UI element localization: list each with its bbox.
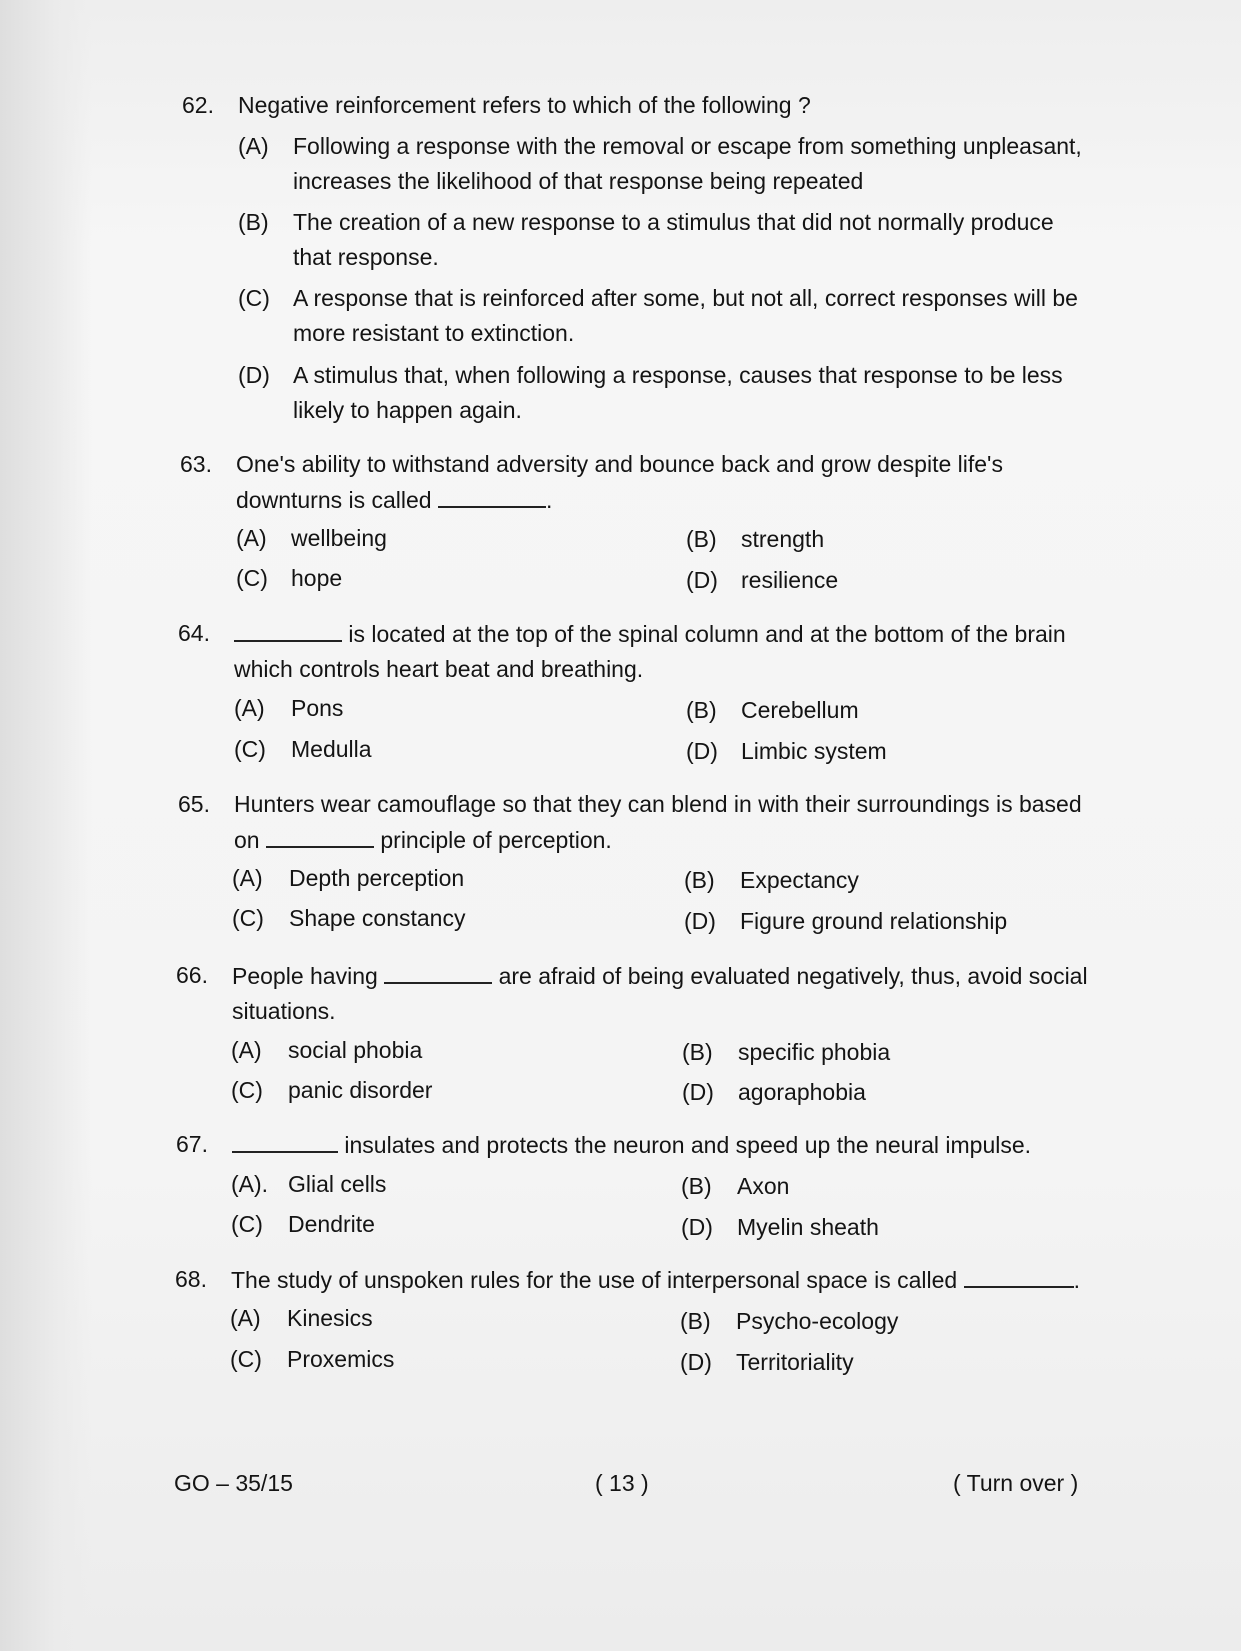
question-text-after: is located at the top of the spinal column and at the bottom of the brain which controls heart beat and breathing. xyxy=(234,621,1066,682)
option-text: Glial cells xyxy=(288,1171,387,1197)
question-text-line1: Hunters wear camouflage so that they can blend in with their surroundings is based xyxy=(234,791,1082,817)
option-letter: (B) xyxy=(684,867,715,893)
option-text: Shape constancy xyxy=(289,905,466,931)
option-c xyxy=(238,281,1090,351)
question-number: 62. xyxy=(182,92,214,118)
question-text xyxy=(236,447,1086,518)
option-text: hope xyxy=(291,565,343,591)
option-c xyxy=(231,1073,531,1108)
option-letter: (D) xyxy=(686,567,718,593)
option-d xyxy=(680,1345,1060,1380)
turn-over-note: ( Turn over ) xyxy=(953,1470,1079,1496)
option-b xyxy=(681,1169,1061,1204)
question-number: 66. xyxy=(176,962,208,988)
option-letter: (B) xyxy=(238,209,269,235)
option-letter: (A) xyxy=(238,133,269,159)
option-a xyxy=(238,129,1090,199)
option-text: Myelin sheath xyxy=(737,1214,879,1240)
question-text-after: are afraid of being evaluated negatively, thus, avoid social situations. xyxy=(232,963,1088,1024)
question-text xyxy=(234,616,1086,687)
option-a xyxy=(231,1033,531,1068)
option-letter: (B) xyxy=(682,1039,713,1065)
option-letter: (A) xyxy=(236,525,267,551)
option-text: Cerebellum xyxy=(741,697,859,723)
option-letter: (A). xyxy=(231,1171,269,1197)
option-letter: (D) xyxy=(681,1214,713,1240)
option-text: The creation of a new response to a stimulus that did not normally produce that response. xyxy=(293,209,1054,270)
paper-code: GO – 35/15 xyxy=(174,1470,293,1496)
option-letter: (C) xyxy=(231,1211,263,1237)
option-letter: (C) xyxy=(238,285,270,311)
option-letter: (C) xyxy=(231,1077,263,1103)
answer-blank xyxy=(964,1262,1074,1288)
option-text: specific phobia xyxy=(738,1039,891,1065)
option-letter: (C) xyxy=(236,565,268,591)
question-number: 64. xyxy=(178,620,210,646)
option-text: Depth perception xyxy=(289,865,465,891)
option-text: Territoriality xyxy=(736,1349,854,1375)
option-text: A stimulus that, when following a response, causes that response to be less likely to happen again. xyxy=(293,362,1063,423)
option-letter: (D) xyxy=(238,362,270,388)
option-letter: (A) xyxy=(230,1305,261,1331)
question-text-before: The study of unspoken rules for the use of interpersonal space is called xyxy=(231,1267,958,1293)
option-letter: (C) xyxy=(230,1346,262,1372)
option-b xyxy=(686,522,1066,557)
question-text xyxy=(234,787,1094,858)
option-letter: (D) xyxy=(686,738,718,764)
question-text-before: People having xyxy=(232,963,378,989)
option-text: Medulla xyxy=(291,736,372,762)
option-text: Pons xyxy=(291,695,344,721)
option-letter: (B) xyxy=(686,697,717,723)
question-text-before: on xyxy=(234,827,260,853)
answer-blank xyxy=(438,482,546,508)
option-a xyxy=(232,861,532,896)
option-text: Expectancy xyxy=(740,867,859,893)
option-text: Figure ground relationship xyxy=(740,908,1008,934)
option-c xyxy=(231,1207,531,1242)
option-text: social phobia xyxy=(288,1037,423,1063)
option-a xyxy=(231,1167,531,1202)
option-text: Following a response with the removal or escape from something unpleasant, increases the likelihood of that response being repeated xyxy=(293,133,1082,194)
question-text xyxy=(232,1127,1092,1163)
option-letter: (C) xyxy=(232,905,264,931)
option-text: resilience xyxy=(741,567,839,593)
option-letter: (D) xyxy=(684,908,716,934)
option-c xyxy=(234,732,534,767)
option-c xyxy=(230,1342,530,1377)
answer-blank xyxy=(234,616,342,642)
option-text: agoraphobia xyxy=(738,1079,866,1105)
option-letter: (B) xyxy=(686,526,717,552)
option-b xyxy=(686,693,1066,728)
option-d xyxy=(682,1075,1062,1110)
option-letter: (D) xyxy=(680,1349,712,1375)
option-text: Dendrite xyxy=(288,1211,375,1237)
option-b xyxy=(680,1304,1060,1339)
question-number: 68. xyxy=(175,1266,207,1292)
option-d xyxy=(686,563,1066,598)
option-letter: (D) xyxy=(682,1079,714,1105)
option-d xyxy=(238,358,1090,428)
option-text: A response that is reinforced after some, but not all, correct responses will be more resistant to extinction. xyxy=(293,285,1078,346)
option-d xyxy=(684,904,1064,939)
option-letter: (A) xyxy=(231,1037,262,1063)
option-text: Axon xyxy=(737,1173,790,1199)
page-number: ( 13 ) xyxy=(595,1470,649,1496)
question-text-after: . xyxy=(1073,1267,1080,1293)
option-d xyxy=(686,734,1066,769)
option-letter: (B) xyxy=(680,1308,711,1334)
answer-blank xyxy=(266,822,374,848)
answer-blank xyxy=(232,1127,338,1153)
question-text: Negative reinforcement refers to which of the following ? xyxy=(238,92,811,118)
question-text-after: insulates and protects the neuron and speed up the neural impulse. xyxy=(344,1132,1032,1158)
option-text: Kinesics xyxy=(287,1305,373,1331)
option-c xyxy=(232,901,532,936)
option-b xyxy=(238,205,1090,275)
option-text: strength xyxy=(741,526,825,552)
question-number: 65. xyxy=(178,791,210,817)
option-text: panic disorder xyxy=(288,1077,433,1103)
option-text: Psycho-ecology xyxy=(736,1308,899,1334)
option-b xyxy=(682,1035,1062,1070)
option-letter: (A) xyxy=(234,695,265,721)
option-c xyxy=(236,561,536,596)
option-letter: (A) xyxy=(232,865,263,891)
question-text-after: principle of perception. xyxy=(380,827,612,853)
question-text xyxy=(231,1262,1091,1298)
option-b xyxy=(684,863,1064,898)
option-letter: (C) xyxy=(234,736,266,762)
option-letter: (B) xyxy=(681,1173,712,1199)
option-text: Limbic system xyxy=(741,738,887,764)
question-text-after: . xyxy=(546,487,553,513)
question-number: 67. xyxy=(176,1131,208,1157)
option-d xyxy=(681,1210,1061,1245)
option-text: Proxemics xyxy=(287,1346,395,1372)
option-a xyxy=(236,521,536,556)
question-text-before: One's ability to withstand adversity and bounce back and grow despite life's downturns is called xyxy=(236,451,1003,513)
question-text xyxy=(232,958,1092,1029)
question-number: 63. xyxy=(180,451,212,477)
option-text: wellbeing xyxy=(291,525,387,551)
answer-blank xyxy=(384,958,492,984)
option-a xyxy=(230,1301,530,1336)
option-a xyxy=(234,691,534,726)
